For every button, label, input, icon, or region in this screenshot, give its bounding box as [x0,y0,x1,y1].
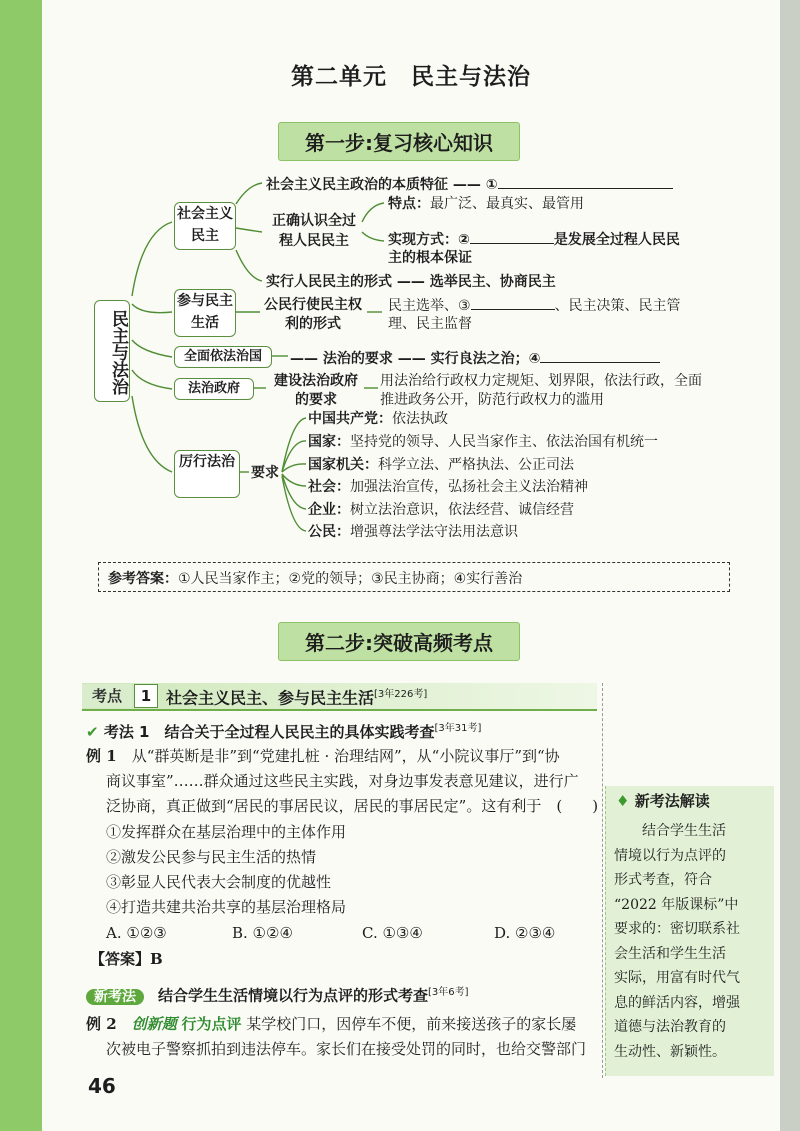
kaofa1-heading: ✔ 考法 1 结合关于全过程人民民主的具体实践考查[3年31考] [86,723,482,741]
ex1-line1: 例 1 从“群英断是非”到“党建扎桩 · 治理结网”，从“小院议事厅”到“协 [86,747,560,765]
page-number: 46 [88,1074,116,1098]
ex1-line2: 商议事室”……群众通过这些民主实践，对身边事发表意见建议，进行广 [106,772,579,790]
b5-item: 公民：增强尊法学法守法用法意识 [308,524,518,540]
kaodian-number: 1 [134,684,158,708]
b4-text1: 用法治给行政权力定规矩、划界限，依法行政，全面 [380,373,702,389]
b1-method: 实现方式：② 是发展全过程人民民 [388,229,680,249]
ex1-opt3: ③彰显人民代表大会制度的优越性 [106,873,332,891]
b1-forms: 实行人民民主的形式 —— 选举民主、协商民主 [266,274,556,290]
b1-method-tail: 主的根本保证 [388,250,472,266]
kaodian-label: 考点 [82,684,132,708]
step1-banner: 第一步:复习核心知识 [278,122,520,161]
b1-correct-view: 正确认识全过程人民民主 [272,213,356,249]
b3-requirement: —— 法治的要求 —— 实行良法之治；④ [290,348,660,368]
b4-text2: 推进政务公开，防范行政权力的滥用 [380,392,604,408]
step2-banner: 第二步:突破高频考点 [278,622,520,661]
b5-item: 社会：加强法治宣传，弘扬社会主义法治精神 [308,479,588,495]
b2-forms: 公民行使民主权利的形式 [264,297,362,332]
b2-text-tail: 理、民主监督 [388,316,472,332]
ex1-opt4: ④打造共建共治共享的基层治理格局 [106,898,347,916]
ex1-choice-b: B. ①②④ [232,924,293,942]
branch-practice-law: 厉行法治 [174,450,240,498]
side-note-body: 结合学生生活 情境以行为点评的 形式考查，符合 “2022 年版课标”中 要求的：密切联系社 会生活和学生生活 实际，用富有时代气 息的鲜活内容，增强 道德与法治教育的 生动性、新颖性。 [614,823,740,1060]
b1-feature: 特点：最广泛、最真实、最管用 [388,196,584,212]
branch-participate: 参与民主生活 [174,289,236,337]
side-note-title: ♦ 新考法解读 [616,792,710,810]
ex2-line1: 例 2 创新题 行为点评 某学校门口，因停车不便，前来接送孩子的家长屡 [86,1015,577,1033]
unit-title: 第二单元 民主与法治 [291,63,531,90]
branch-rule-of-law: 全面依法治国 [174,346,272,368]
ex1-choice-a: A. ①②③ [106,924,167,942]
new-method-tag: 新考法 [86,989,144,1005]
b5-item: 中国共产党：依法执政 [308,411,448,427]
xinkaofa-heading: 新考法 结合学生生活情境以行为点评的形式考查[3年6考] [86,984,469,1006]
b5-requirement: 要求 [251,465,279,481]
ex1-answer: 【答案】B [90,950,163,968]
b5-item: 国家机关：科学立法、严格执法、公正司法 [308,457,574,473]
answer-text: 参考答案：①人民当家作主；②党的领导；③民主协商；④实行善治 [108,571,523,587]
textbook-page [42,0,780,1131]
ex1-opt1: ①发挥群众在基层治理中的主体作用 [106,823,347,841]
ex1-line3: 泛协商，真正做到“居民的事居民议，居民的事居民定”。这有利于 ( ) [106,797,599,815]
b4-requirement: 建设法治政府的要求 [274,373,358,408]
branch-law-gov: 法治政府 [174,378,254,400]
check-icon: ✔ [86,723,99,741]
b2-text: 民主选举、③ 、民主决策、民主管 [388,295,681,315]
column-divider [602,683,603,1078]
ex1-choice-c: C. ①③④ [362,924,423,942]
ex1-choice-d: D. ②③④ [494,924,556,942]
ex2-line2: 次被电子警察抓拍到违法停车。家长们在接受处罚的同时，也给交警部门 [106,1040,587,1058]
b5-item: 国家：坚持党的领导、人民当家作主、依法治国有机统一 [308,434,658,450]
b1-essence: 社会主义民主政治的本质特征 —— ① [266,174,673,194]
b5-item: 企业：树立法治意识，依法经营、诚信经营 [308,502,574,518]
kaodian-title: 社会主义民主、参与民主生活[3年226考] [166,688,428,708]
ex1-opt2: ②激发公民参与民主生活的热情 [106,848,317,866]
bulb-icon: ♦ [616,792,630,810]
mindmap-root: 民主与法治 [94,300,130,402]
branch-socialist-democracy: 社会主义民主 [174,202,236,250]
green-side-band [0,0,42,1131]
side-note [605,786,774,1076]
